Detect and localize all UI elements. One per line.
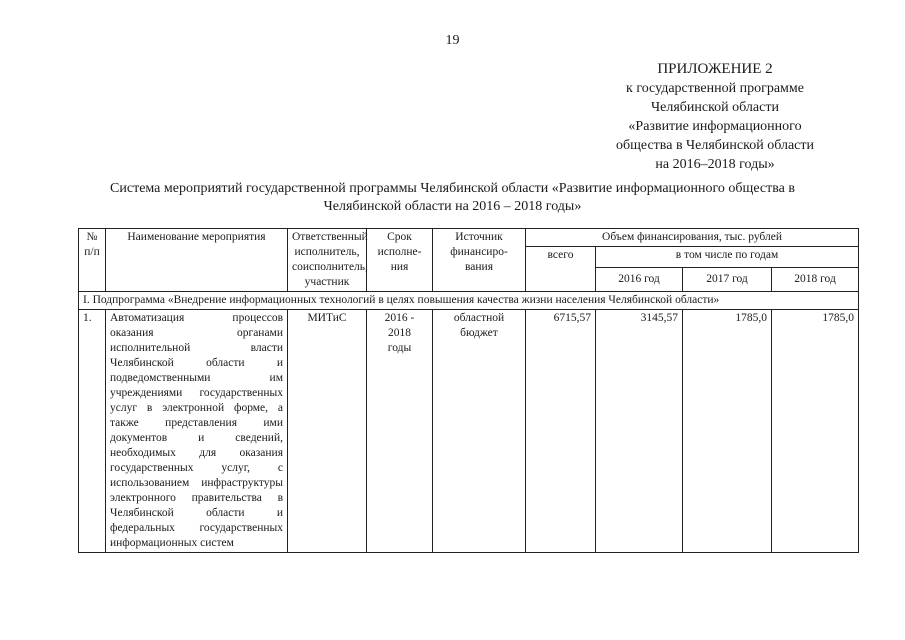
header-source-line3: вания (465, 261, 493, 273)
appendix-line: на 2016–2018 годы» (655, 157, 775, 172)
header-term-line1: Срок (387, 231, 412, 243)
section-row (79, 292, 859, 310)
document-title-line2: Челябинской области на 2016 – 2018 годы» (323, 199, 582, 214)
header-number-line2: п/п (84, 246, 100, 258)
year-2018-cell: 1785,0 (772, 310, 859, 553)
page-number: 19 (445, 33, 460, 48)
appendix-line: «Развитие информационного (628, 119, 802, 134)
term-line1: 2016 - (384, 312, 415, 324)
header-responsible (288, 229, 367, 292)
header-year-2017: 2017 год (683, 268, 772, 292)
responsible-cell: МИТиС (288, 310, 367, 553)
header-responsible-line3: соисполнитель, (292, 261, 368, 273)
header-row (79, 229, 859, 247)
total-cell: 6715,57 (526, 310, 596, 553)
document-title-line1: Система мероприятий государственной программы Челябинской области «Развитие информационного общества в (110, 181, 795, 196)
table-row (79, 310, 859, 553)
term-line3: годы (387, 342, 412, 354)
header-responsible-line1: Ответственный (292, 231, 368, 243)
term-cell (367, 310, 433, 553)
header-year-2018: 2018 год (772, 268, 859, 292)
header-responsible-line4: участник (304, 276, 350, 288)
appendix-line: к государственной программе (626, 81, 804, 96)
header-source (433, 229, 526, 292)
row-number: 1. (79, 310, 106, 553)
appendix-title: ПРИЛОЖЕНИЕ 2 (657, 61, 773, 77)
appendix-line: Челябинской области (651, 100, 779, 115)
section-title: I. Подпрограмма «Внедрение информационных технологий в целях повышения качества жизни населения Челябинской области» (79, 292, 859, 310)
source-line2: бюджет (460, 327, 498, 339)
header-number (79, 229, 106, 292)
year-2017-cell: 1785,0 (683, 310, 772, 553)
header-source-line2: финансиро- (450, 246, 508, 258)
measures-table (78, 228, 859, 553)
measure-name: Автоматизация процессов оказания органами исполнительной власти Челябинской области и подведомственными им учреждениями государственных услуг в электронной форме, а также представления ими документов и сведений, необходимых для оказания государственных услуг, с использованием инфраструктуры электронного правительства в Челябинской области и федеральных государственных информационных систем (106, 310, 288, 553)
appendix-line: общества в Челябинской области (616, 138, 814, 153)
term-line2: 2018 (388, 327, 411, 339)
header-term (367, 229, 433, 292)
source-line1: областной (453, 312, 505, 324)
header-number-line1: № (86, 231, 98, 243)
header-total: всего (526, 247, 596, 292)
header-responsible-line2: исполнитель, (294, 246, 360, 258)
header-name: Наименование мероприятия (106, 229, 288, 292)
year-2016-cell: 3145,57 (596, 310, 683, 553)
header-term-line2: исполне- (377, 246, 422, 258)
header-by-years: в том числе по годам (596, 247, 859, 268)
header-term-line3: ния (390, 261, 409, 273)
header-funding: Объем финансирования, тыс. рублей (526, 229, 859, 247)
document-title (50, 180, 855, 216)
header-year-2016: 2016 год (596, 268, 683, 292)
appendix-header (580, 60, 850, 174)
source-cell (433, 310, 526, 553)
header-source-line1: Источник (455, 231, 503, 243)
